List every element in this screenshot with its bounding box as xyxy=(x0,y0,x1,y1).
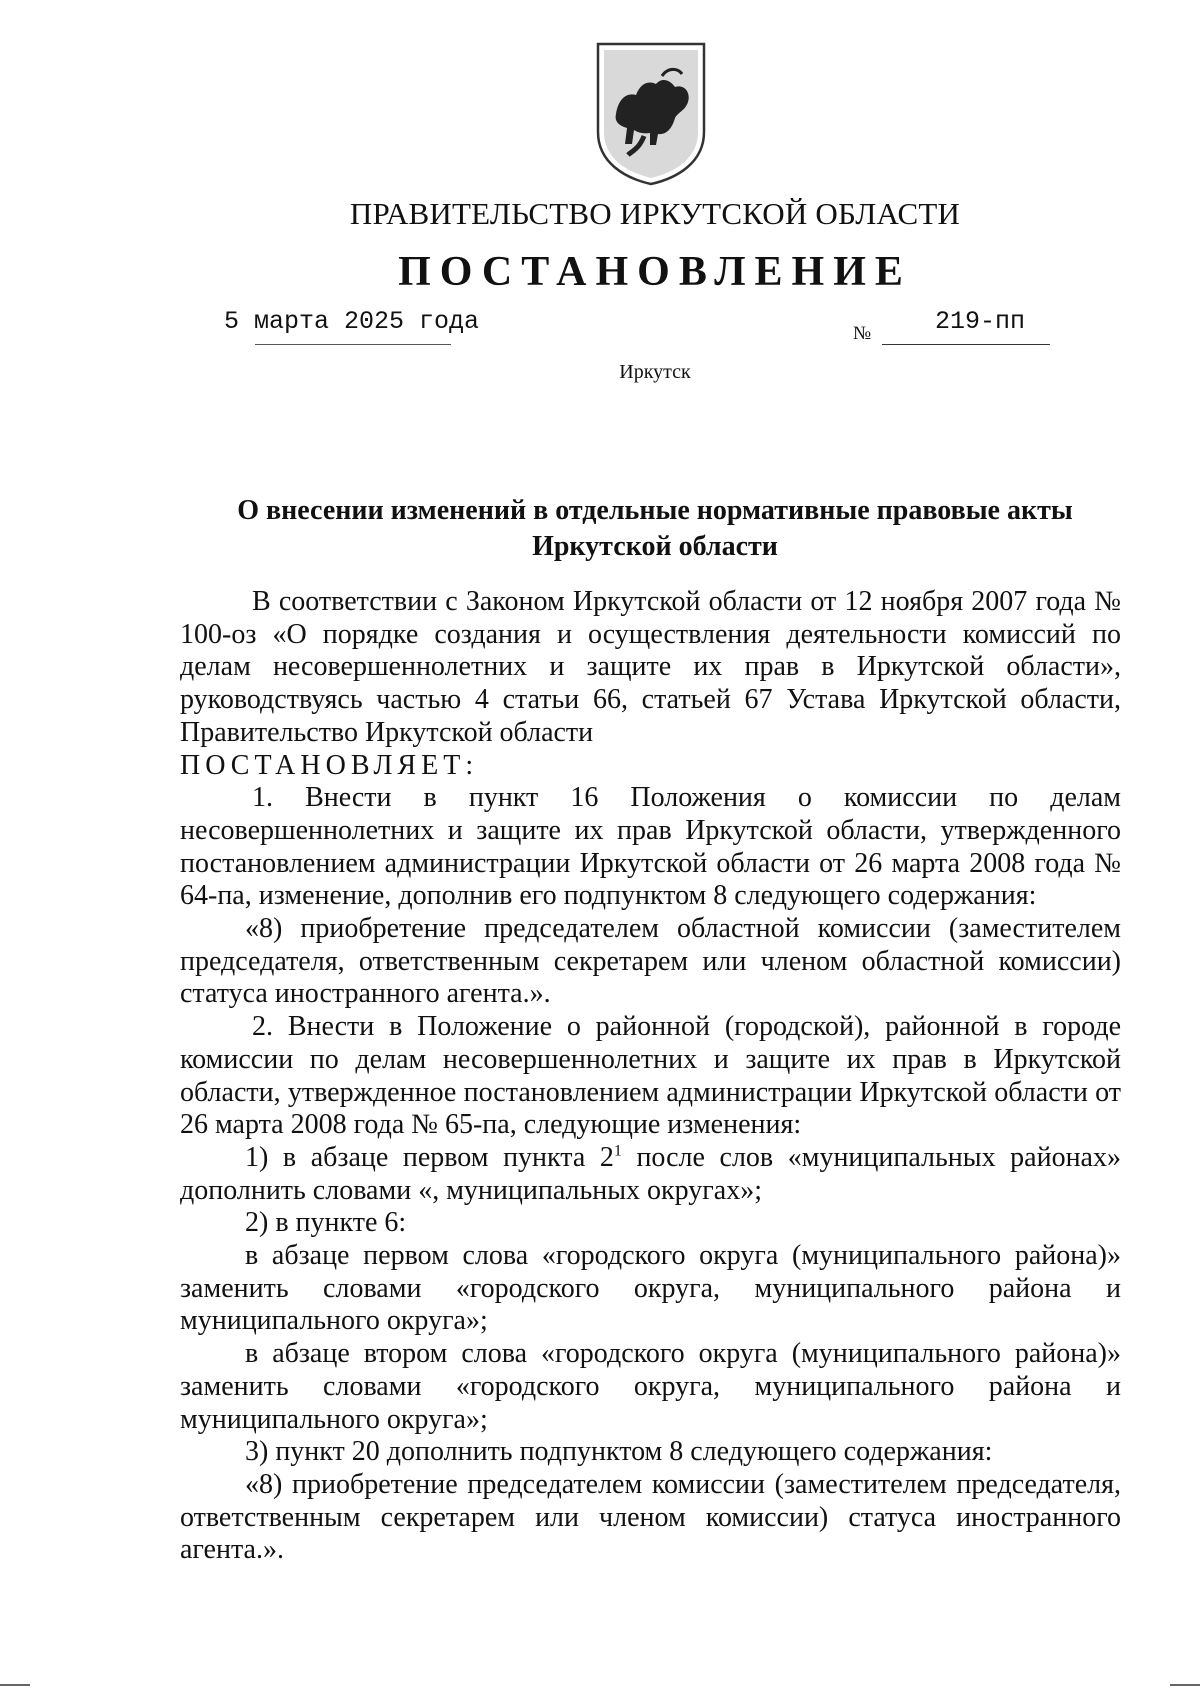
clause-1-quote: «8) приобретение председателем областной комиссии (заместителем председателя, ответственным секретарем или членом областной комиссии) статуса иностранного агента.». xyxy=(180,913,1121,1010)
document-date: 5 марта 2025 года xyxy=(224,307,480,336)
clause-2-item-2-second-paragraph: в абзаце втором слова «городского округа (муниципального района)» заменить словами «городского округа, муниципального района и муниципального округа»; xyxy=(180,1338,1121,1435)
document-type-title: ПОСТАНОВЛЕНИЕ xyxy=(398,249,912,295)
clause-2-item-2-first-paragraph: в абзаце первом слова «городского округа (муниципального района)» заменить словами «городского округа, муниципального района и муниципального округа»; xyxy=(180,1240,1121,1337)
clause-2-item-1-text: 1) в абзаце первом пункта 2 xyxy=(245,1141,614,1173)
document-subject xyxy=(0,493,1200,565)
superscript-index: 1 xyxy=(613,1142,622,1160)
clause-2: 2. Внести в Положение о районной (городской), районной в городе комиссии по делам несовершеннолетних и защите их прав в Иркутской области, утвержденное постановлением администрации Иркутской области от 26 марта 2008 года № 65-па, следующие изменения: xyxy=(180,1011,1121,1141)
government-name: ПРАВИТЕЛЬСТВО ИРКУТСКОЙ ОБЛАСТИ xyxy=(349,196,961,231)
subject-line-1: О внесении изменений в отдельные нормативные правовые акты xyxy=(237,495,1073,526)
clause-2-item-1 xyxy=(180,1142,1121,1207)
number-sign: № xyxy=(853,323,872,344)
scan-edge-mark xyxy=(1170,1684,1200,1686)
resolves-heading: ПОСТАНОВЛЯЕТ: xyxy=(180,749,479,781)
clause-2-item-1-rest: после слов «муниципальных районах» дополнить словами «, муниципальных округах»; xyxy=(180,1141,1121,1206)
document-number: 219-пп xyxy=(935,307,1026,336)
subject-line-2: Иркутской области xyxy=(532,531,778,562)
date-underline xyxy=(255,344,451,345)
number-underline xyxy=(882,344,1050,345)
document-city: Иркутск xyxy=(619,361,691,383)
preamble-paragraph: В соответствии с Законом Иркутской области от 12 ноября 2007 года № 100-оз «О порядке создания и осуществления деятельности комиссий по делам несовершеннолетних и защите их прав в Иркутской области», руководствуясь частью 4 статьи 66, статьей 67 Устава Иркутской области, Правительство Иркутской области xyxy=(180,586,1121,748)
clause-1: 1. Внести в пункт 16 Положения о комиссии по делам несовершеннолетних и защите их прав Иркутской области, утвержденного постановлением администрации Иркутской области от 26 марта 2008 года № 64-па, изменение, дополнив его подпунктом 8 следующего содержания: xyxy=(180,782,1121,912)
clause-2-item-3: 3) пункт 20 дополнить подпунктом 8 следующего содержания: xyxy=(245,1436,993,1468)
document-body xyxy=(180,586,1121,1567)
scan-edge-mark xyxy=(0,1684,30,1686)
clause-2-item-2: 2) в пункте 6: xyxy=(245,1207,407,1239)
clause-2-item-3-quote: «8) приобретение председателем комиссии (заместителем председателя, ответственным секретарем или членом комиссии) статуса иностранного агента.». xyxy=(180,1468,1121,1566)
coat-of-arms-emblem xyxy=(592,40,710,186)
